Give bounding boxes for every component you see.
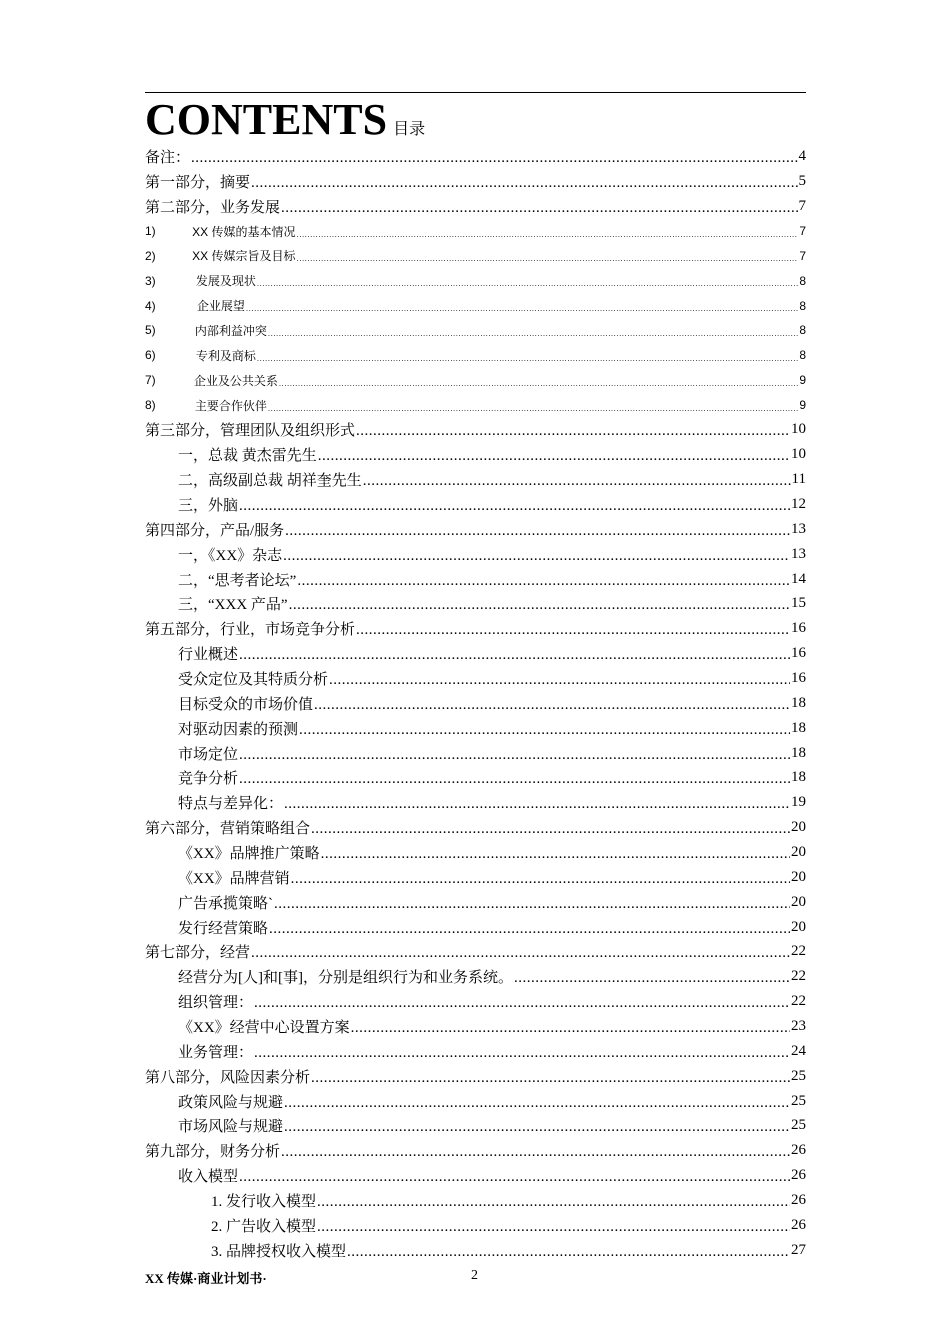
toc-entry-page: 25 xyxy=(791,1117,806,1134)
toc-entry-label: 第四部分，产品/服务 xyxy=(145,522,285,539)
table-of-contents xyxy=(145,144,806,1263)
toc-entry-page: 24 xyxy=(791,1042,806,1059)
toc-entry[interactable] xyxy=(145,1014,806,1039)
toc-entry[interactable] xyxy=(145,790,806,815)
toc-entry[interactable] xyxy=(145,517,806,542)
toc-entry[interactable] xyxy=(145,144,806,169)
toc-entry-page: 20 xyxy=(791,843,806,860)
toc-entry-label: 对驱动因素的预测 xyxy=(178,721,299,738)
toc-entry-label: 第六部分，营销策略组合 xyxy=(145,821,311,838)
toc-entry-page: 7 xyxy=(799,248,806,263)
toc-entry-label: 备注： xyxy=(145,149,191,166)
toc-entry-page: 12 xyxy=(791,495,806,512)
toc-entry[interactable] xyxy=(145,194,806,219)
toc-entry[interactable] xyxy=(145,393,806,418)
toc-entry-page: 4 xyxy=(798,147,806,164)
toc-entry-label: 第七部分，经营 xyxy=(145,945,251,962)
dot-leader xyxy=(279,379,798,388)
toc-entry-label: 第九部分，财务分析 xyxy=(145,1144,281,1161)
toc-entry-label: 竞争分析 xyxy=(178,771,239,788)
dot-leader xyxy=(289,597,790,614)
toc-entry-label: 《XX》品牌营销 xyxy=(178,870,290,887)
toc-entry-number: 1) xyxy=(145,224,156,238)
toc-entry[interactable] xyxy=(145,641,806,666)
toc-entry-label: 行业概述 xyxy=(178,647,239,664)
toc-entry-label: 广告承揽策略` xyxy=(178,895,273,912)
toc-entry-page: 22 xyxy=(791,993,806,1010)
toc-entry-number: 3) xyxy=(145,273,156,288)
toc-entry[interactable] xyxy=(145,890,806,915)
dot-leader xyxy=(254,995,790,1012)
toc-title xyxy=(145,96,425,144)
toc-entry-page: 8 xyxy=(799,273,806,288)
toc-entry-page: 26 xyxy=(791,1216,806,1233)
dot-leader xyxy=(281,200,797,217)
toc-entry-number: 8) xyxy=(145,398,156,413)
toc-entry-page: 16 xyxy=(791,620,806,637)
toc-entry-page: 8 xyxy=(799,348,806,363)
toc-entry-label: 目标受众的市场价值 xyxy=(178,696,314,713)
toc-entry[interactable] xyxy=(145,318,806,343)
dot-leader xyxy=(356,622,790,639)
dot-leader xyxy=(321,846,790,863)
toc-entry-page: 25 xyxy=(791,1092,806,1109)
toc-entry-number: 5) xyxy=(145,323,156,338)
dot-leader xyxy=(318,448,790,465)
toc-entry[interactable] xyxy=(145,1039,806,1064)
toc-entry-label: 企业及公共关系 xyxy=(193,373,278,388)
toc-entry[interactable] xyxy=(145,840,806,865)
toc-entry-page: 10 xyxy=(791,421,806,438)
toc-entry[interactable] xyxy=(145,567,806,592)
toc-entry-label: 3. 品牌授权收入模型 xyxy=(211,1243,347,1260)
toc-entry[interactable] xyxy=(145,915,806,940)
toc-entry-label: 经营分为[人]和[事]，分别是组织行为和业务系统。 xyxy=(178,970,513,987)
toc-entry[interactable] xyxy=(145,1138,806,1163)
toc-entry-page: 26 xyxy=(791,1142,806,1159)
toc-entry[interactable] xyxy=(145,765,806,790)
dot-leader xyxy=(239,647,790,664)
dot-leader xyxy=(299,722,790,739)
toc-entry-label: 二，“思考者论坛” xyxy=(178,572,297,589)
dot-leader xyxy=(329,672,790,689)
toc-entry-page: 18 xyxy=(791,719,806,736)
dot-leader xyxy=(284,796,790,813)
toc-entry-number: 6) xyxy=(145,348,156,363)
dot-leader xyxy=(268,329,798,338)
toc-entry[interactable] xyxy=(145,741,806,766)
toc-entry-page: 22 xyxy=(791,943,806,960)
dot-leader xyxy=(356,423,790,440)
dot-leader xyxy=(284,1095,790,1112)
toc-entry[interactable] xyxy=(145,1163,806,1188)
toc-entry-label: 第八部分，风险因素分析 xyxy=(145,1069,311,1086)
toc-entry-label: 《XX》经营中心设置方案 xyxy=(178,1020,350,1036)
toc-entry-page: 10 xyxy=(791,446,806,463)
toc-entry-label: 特点与差异化： xyxy=(178,796,284,813)
toc-entry-page: 25 xyxy=(791,1067,806,1084)
toc-entry-label: 内部利益冲突 xyxy=(194,323,267,338)
toc-entry[interactable] xyxy=(145,1089,806,1114)
toc-entry-page: 26 xyxy=(791,1167,806,1184)
toc-entry-page: 23 xyxy=(791,1018,806,1034)
dot-leader xyxy=(281,1144,790,1161)
toc-entry-label: 市场风险与规避 xyxy=(178,1119,284,1136)
title-sub: 目录 xyxy=(393,119,426,138)
dot-leader xyxy=(351,1020,790,1037)
toc-entry-page: 27 xyxy=(791,1241,806,1258)
toc-entry[interactable] xyxy=(145,1238,806,1263)
dot-leader xyxy=(317,1219,790,1236)
header-rule xyxy=(145,92,806,93)
toc-entry[interactable] xyxy=(145,865,806,890)
dot-leader xyxy=(269,921,790,938)
dot-leader xyxy=(285,523,790,540)
toc-entry-label: 受众定位及其特质分析 xyxy=(178,671,329,688)
toc-entry-label: 收入模型 xyxy=(178,1169,239,1186)
toc-entry-page: 20 xyxy=(791,868,806,885)
dot-leader xyxy=(297,254,799,263)
toc-entry-page: 15 xyxy=(791,595,806,612)
toc-entry[interactable] xyxy=(145,964,806,989)
toc-entry[interactable] xyxy=(145,293,806,318)
toc-entry-page: 16 xyxy=(791,669,806,686)
toc-entry-page: 18 xyxy=(791,694,806,711)
dot-leader xyxy=(311,821,790,838)
toc-entry-label: 主要合作伙伴 xyxy=(194,398,267,413)
dot-leader xyxy=(283,548,790,565)
toc-entry-label: 组织管理： xyxy=(178,995,254,1012)
toc-entry[interactable] xyxy=(145,691,806,716)
toc-entry[interactable] xyxy=(145,542,806,567)
toc-entry[interactable] xyxy=(145,1213,806,1238)
toc-entry-label: 第三部分，管理团队及组织形式 xyxy=(145,423,356,440)
title-main: CONTENTS xyxy=(145,95,388,144)
toc-entry[interactable] xyxy=(145,268,806,293)
toc-entry-page: 20 xyxy=(791,918,806,935)
dot-leader xyxy=(191,150,797,167)
toc-entry[interactable] xyxy=(145,169,806,194)
dot-leader xyxy=(297,230,799,239)
toc-entry-label: 二，高级副总裁 胡祥奎先生 xyxy=(178,473,362,490)
dot-leader xyxy=(363,473,791,490)
toc-entry-label: 企业展望 xyxy=(196,299,245,314)
dot-leader xyxy=(246,304,798,313)
toc-entry[interactable] xyxy=(145,417,806,442)
toc-entry-label: 第一部分，摘要 xyxy=(145,174,251,191)
toc-entry[interactable] xyxy=(145,940,806,965)
toc-entry-label: 第二部分，业务发展 xyxy=(145,199,281,216)
toc-entry-page: 8 xyxy=(799,298,806,313)
dot-leader xyxy=(239,498,790,515)
toc-entry-label: 市场定位 xyxy=(178,746,239,763)
toc-entry[interactable] xyxy=(145,1064,806,1089)
toc-entry-page: 18 xyxy=(791,769,806,786)
dot-leader xyxy=(268,404,798,413)
toc-entry-label: 三，“XXX 产品” xyxy=(178,597,288,614)
toc-entry[interactable] xyxy=(145,1188,806,1213)
page-footer xyxy=(145,1268,806,1287)
dot-leader xyxy=(251,175,797,192)
toc-entry[interactable] xyxy=(145,666,806,691)
page-number: 2 xyxy=(471,1268,478,1283)
toc-entry-page: 22 xyxy=(791,968,806,985)
toc-entry-page: 26 xyxy=(791,1192,806,1209)
toc-entry[interactable] xyxy=(145,219,806,244)
toc-entry[interactable] xyxy=(145,243,806,268)
toc-entry-page: 13 xyxy=(791,545,806,562)
toc-entry-page: 14 xyxy=(791,570,806,587)
dot-leader xyxy=(311,1070,790,1087)
toc-entry-page: 9 xyxy=(799,373,806,388)
toc-entry-number: 4) xyxy=(145,298,156,313)
toc-entry-label: XX 传媒宗旨及目标 xyxy=(192,249,296,264)
toc-entry-label: XX 传媒的基本情况 xyxy=(192,224,296,239)
dot-leader xyxy=(317,1194,790,1211)
toc-entry[interactable] xyxy=(145,591,806,616)
toc-entry-page: 18 xyxy=(791,744,806,761)
toc-entry[interactable] xyxy=(145,1114,806,1139)
footer-title: XX 传媒·商业计划书· xyxy=(145,1271,267,1286)
dot-leader xyxy=(347,1244,790,1261)
toc-entry-page: 11 xyxy=(791,471,806,488)
toc-entry[interactable] xyxy=(145,442,806,467)
toc-entry[interactable] xyxy=(145,492,806,517)
toc-entry-label: 业务管理： xyxy=(178,1044,254,1061)
toc-entry-label: 《XX》品牌推广策略 xyxy=(178,845,320,862)
toc-entry[interactable] xyxy=(145,716,806,741)
toc-entry-page: 20 xyxy=(791,819,806,836)
dot-leader xyxy=(297,573,790,590)
toc-entry-page: 5 xyxy=(798,172,806,189)
dot-leader xyxy=(284,1119,790,1136)
toc-entry-label: 政策风险与规避 xyxy=(178,1094,284,1111)
toc-entry-number: 7) xyxy=(145,373,156,388)
dot-leader xyxy=(257,354,798,363)
toc-entry-page: 7 xyxy=(798,197,806,214)
dot-leader xyxy=(274,896,790,913)
toc-entry[interactable] xyxy=(145,343,806,368)
toc-entry[interactable] xyxy=(145,467,806,492)
toc-entry-label: 发行经营策略 xyxy=(178,920,269,937)
toc-entry-label: 三，外脑 xyxy=(178,497,239,514)
toc-entry-label: 一，总裁 黄杰雷先生 xyxy=(178,448,317,465)
toc-entry[interactable] xyxy=(145,368,806,393)
toc-entry-page: 7 xyxy=(799,224,806,238)
dot-leader xyxy=(514,970,790,987)
toc-entry-label: 2. 广告收入模型 xyxy=(211,1218,317,1235)
toc-entry-number: 2) xyxy=(145,248,156,263)
toc-entry-page: 19 xyxy=(791,794,806,811)
toc-entry-page: 8 xyxy=(799,323,806,338)
dot-leader xyxy=(291,871,790,888)
toc-entry[interactable] xyxy=(145,989,806,1014)
toc-entry[interactable] xyxy=(145,815,806,840)
toc-entry[interactable] xyxy=(145,616,806,641)
toc-entry-page: 20 xyxy=(791,893,806,910)
dot-leader xyxy=(239,771,790,788)
dot-leader xyxy=(239,747,790,764)
toc-entry-label: 发展及现状 xyxy=(195,274,256,289)
toc-entry-page: 13 xyxy=(791,520,806,537)
toc-entry-page: 16 xyxy=(791,645,806,662)
toc-entry-label: 一，《XX》杂志 xyxy=(178,547,283,564)
dot-leader xyxy=(239,1169,790,1186)
dot-leader xyxy=(254,1045,790,1062)
toc-entry-label: 专利及商标 xyxy=(195,348,256,363)
dot-leader xyxy=(257,279,798,288)
dot-leader xyxy=(251,945,790,962)
toc-entry-page: 9 xyxy=(799,398,806,413)
toc-entry-label: 第五部分，行业，市场竞争分析 xyxy=(145,622,356,639)
toc-entry-label: 1. 发行收入模型 xyxy=(211,1194,317,1211)
dot-leader xyxy=(314,697,790,714)
